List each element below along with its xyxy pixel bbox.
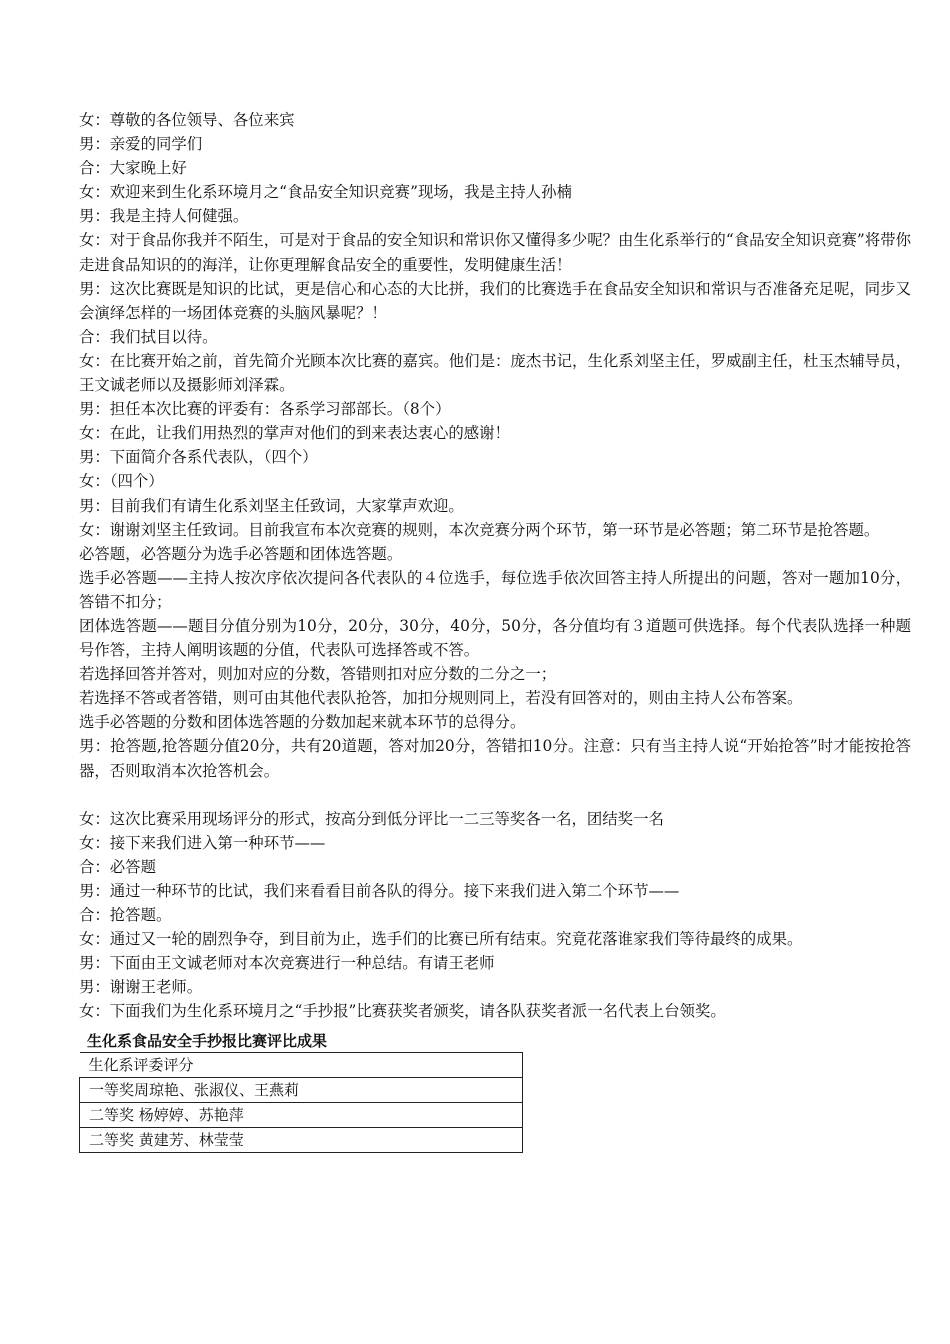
paragraph: 女：接下来我们进入第一种环节—— bbox=[79, 833, 326, 852]
paragraph: 女：尊敬的各位领导、各位来宾 bbox=[79, 111, 295, 129]
paragraph: 男：担任本次比赛的评委有：各系学习部部长。（8个） bbox=[79, 400, 451, 419]
table-header-cell: 生化系评委评分 bbox=[80, 1052, 523, 1077]
paragraph: 选手必答题——主持人按次序依次提问各代表队的４位选手，每位选手依次回答主持人所提出的问题，答对一题加10分，答错不扣分； bbox=[79, 568, 911, 611]
awards-table bbox=[79, 1052, 523, 1153]
table-cell: 二等奖 黄建芳、林莹莹 bbox=[80, 1127, 523, 1152]
paragraph: 女：这次比赛采用现场评分的形式，按高分到低分评比一二三等奖各一名，团结奖一名 bbox=[79, 809, 664, 828]
paragraph: 选手必答题的分数和团体选答题的分数加起来就本环节的总得分。 bbox=[79, 713, 526, 732]
table-header-row bbox=[80, 1052, 523, 1077]
paragraph: 男：谢谢王老师。 bbox=[79, 978, 203, 997]
paragraph: 女：在比赛开始之前，首先简介光顾本次比赛的嘉宾。他们是：庞杰书记，生化系刘坚主任，罗威副主任，杜玉杰辅导员，王文诚老师以及摄影师刘泽霖。 bbox=[79, 351, 911, 395]
paragraph: 男：通过一种环节的比试，我们来看看目前各队的得分。接下来我们进入第二个环节—— bbox=[79, 882, 680, 900]
paragraph: 女：下面我们为生化系环境月之“手抄报”比赛获奖者颁奖，请各队获奖者派一名代表上台领奖。 bbox=[79, 1002, 726, 1021]
paragraph: 男：这次比赛既是知识的比试，更是信心和心态的大比拼，我们的比赛选手在食品安全知识和常识与否准备充足呢，同步又会演绎怎样的一场团体竞赛的头脑风暴呢？！ bbox=[79, 279, 911, 322]
table-row bbox=[80, 1077, 523, 1102]
paragraph: 女：在此，让我们用热烈的掌声对他们的到来表达衷心的感谢！ bbox=[79, 424, 510, 443]
script-section-2 bbox=[79, 807, 911, 1024]
paragraph: 合：我们拭目以待。 bbox=[79, 327, 218, 346]
paragraph: 男：下面简介各系代表队，（四个） bbox=[79, 448, 318, 467]
table-row bbox=[80, 1127, 523, 1152]
blank-line bbox=[79, 783, 911, 807]
paragraph: 团体选答题——题目分值分别为10分，20分，30分，40分，50分，各分值均有３道题可供选择。每个代表队选择一种题号作答，主持人阐明该题的分值，代表队可选择答或不答。 bbox=[79, 616, 911, 660]
paragraph: 男：下面由王文诚老师对本次竞赛进行一种总结。有请王老师 bbox=[79, 954, 495, 973]
paragraph: 男：抢答题,抢答题分值20分，共有20道题，答对加20分，答错扣10分。注意：只有当主持人说“开始抢答”时才能按抢答器，否则取消本次抢答机会。 bbox=[79, 737, 911, 780]
table-row bbox=[80, 1102, 523, 1127]
paragraph: 必答题，必答题分为选手必答题和团体选答题。 bbox=[79, 544, 403, 563]
paragraph: 女：对于食品你我并不陌生，可是对于食品的安全知识和常识你又懂得多少呢？由生化系举行的“食品安全知识竞赛”将带你走进食品知识的的海洋，让你更理解食品安全的重要性，发明健康生活！ bbox=[79, 231, 911, 274]
table-cell: 二等奖 杨婷婷、苏艳萍 bbox=[80, 1102, 523, 1127]
paragraph: 合：必答题 bbox=[79, 857, 156, 876]
paragraph: 女：通过又一轮的剧烈争夺，到目前为止，选手们的比赛已所有结束。究竟花落谁家我们等待最终的成果。 bbox=[79, 930, 803, 949]
paragraph: 合：抢答题。 bbox=[79, 906, 172, 925]
paragraph: 女：欢迎来到生化系环境月之“食品安全知识竞赛”现场，我是主持人孙楠 bbox=[79, 183, 572, 202]
paragraph: 合：大家晚上好 bbox=[79, 159, 187, 178]
table-cell: 一等奖周琼艳、张淑仪、王燕莉 bbox=[80, 1077, 523, 1102]
paragraph: 女：（四个） bbox=[79, 472, 164, 491]
paragraph: 男：目前我们有请生化系刘坚主任致词，大家掌声欢迎。 bbox=[79, 496, 464, 515]
paragraph: 女：谢谢刘坚主任致词。目前我宣布本次竞赛的规则，本次竞赛分两个环节，第一环节是必答题；第二环节是抢答题。 bbox=[79, 520, 880, 539]
script-section-1 bbox=[79, 108, 911, 783]
awards-title: 生化系食品安全手抄报比赛评比成果 bbox=[87, 1031, 328, 1050]
paragraph: 男：我是主持人何健强。 bbox=[79, 207, 249, 226]
document-body bbox=[79, 108, 911, 1153]
paragraph: 若选择不答或者答错，则可由其他代表队抢答，加扣分规则同上，若没有回答对的，则由主持人公布答案。 bbox=[79, 689, 803, 708]
paragraph: 男：亲爱的同学们 bbox=[79, 135, 203, 154]
paragraph: 若选择回答并答对，则加对应的分数，答错则扣对应分数的二分之一； bbox=[79, 665, 557, 684]
